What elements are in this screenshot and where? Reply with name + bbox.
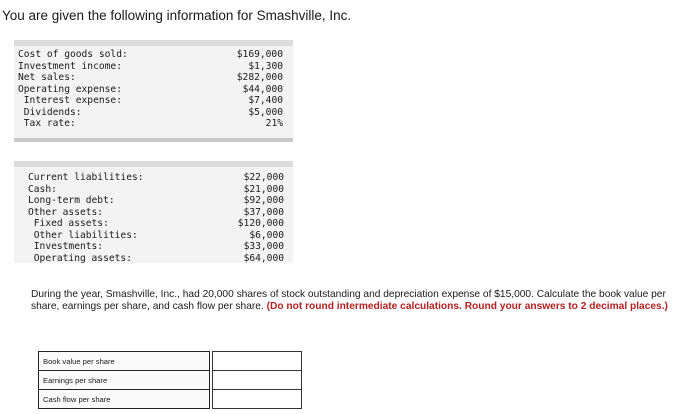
row-value: $1,300 <box>248 60 283 72</box>
data-row <box>28 172 284 184</box>
data-row <box>28 230 284 242</box>
row-label: Cost of goods sold: <box>18 49 128 60</box>
block-footer-bar <box>14 138 293 142</box>
intro-text: You are given the following information for Smashville, Inc. <box>2 8 352 23</box>
row-label: Cash: <box>28 183 57 195</box>
answer-row <box>39 352 302 371</box>
row-value: $5,000 <box>248 106 283 118</box>
row-value: $37,000 <box>243 206 284 218</box>
row-label: Current liabilities: <box>28 172 144 183</box>
row-label: Operating expense: <box>18 83 122 95</box>
row-label: Other liabilities: <box>28 229 138 241</box>
row-value: $21,000 <box>243 183 284 195</box>
data-row <box>28 184 284 196</box>
answer-row <box>39 390 302 409</box>
row-value: $33,000 <box>243 241 284 252</box>
answer-label: Earnings per share <box>39 371 210 390</box>
row-value: $7,400 <box>248 95 283 106</box>
block-header-bar <box>14 161 293 167</box>
row-label: Investments: <box>28 241 104 252</box>
row-value: $22,000 <box>243 172 284 183</box>
row-label: Investment income: <box>18 60 122 72</box>
question-text <box>31 289 676 313</box>
row-value: $282,000 <box>236 72 283 83</box>
data-row <box>18 72 283 84</box>
cash-flow-per-share-input[interactable] <box>213 391 301 406</box>
row-value: $169,000 <box>236 49 283 60</box>
answer-row <box>39 371 302 390</box>
row-label: Other assets: <box>28 206 104 218</box>
block-header-bar <box>14 40 293 46</box>
data-row <box>18 49 283 61</box>
row-value: $64,000 <box>243 252 284 264</box>
row-value: $44,000 <box>242 83 283 95</box>
data-row <box>18 84 283 96</box>
income-data-block <box>14 40 293 142</box>
data-row <box>28 195 284 207</box>
row-label: Net sales: <box>18 72 76 83</box>
data-row <box>18 107 283 119</box>
data-row <box>18 118 283 130</box>
row-value: $120,000 <box>237 218 284 229</box>
answer-label: Cash flow per share <box>39 390 210 409</box>
book-value-per-share-input[interactable] <box>213 353 301 368</box>
row-label: Tax rate: <box>18 118 76 129</box>
row-label: Interest expense: <box>18 95 122 106</box>
row-label: Fixed assets: <box>28 218 109 229</box>
answer-cell <box>213 352 302 371</box>
data-row <box>28 241 284 253</box>
row-value: 21% <box>265 118 283 129</box>
row-label: Operating assets: <box>28 252 132 264</box>
row-label: Dividends: <box>18 106 82 118</box>
row-value: $92,000 <box>243 195 284 206</box>
answer-table <box>38 351 302 409</box>
answer-cell <box>213 390 302 409</box>
data-row <box>28 207 284 219</box>
data-row <box>28 253 284 265</box>
question-instruction: (Do not round intermediate calculations. Round your answers to 2 decimal places.) <box>266 301 668 312</box>
data-row <box>28 218 284 230</box>
answer-label: Book value per share <box>39 352 210 371</box>
data-row <box>18 95 283 107</box>
row-value: $6,000 <box>249 229 284 241</box>
question-body: During the year, Smashville, Inc., had 20,000 shares of stock outstanding and depreciation expense of $15,000. Calculate the book value per share, earnings per share, and cash flow per share. <box>31 289 666 312</box>
answer-cell <box>213 371 302 390</box>
data-row <box>18 61 283 73</box>
row-label: Long-term debt: <box>28 195 115 206</box>
earnings-per-share-input[interactable] <box>213 372 301 387</box>
balance-data-block <box>14 161 293 263</box>
